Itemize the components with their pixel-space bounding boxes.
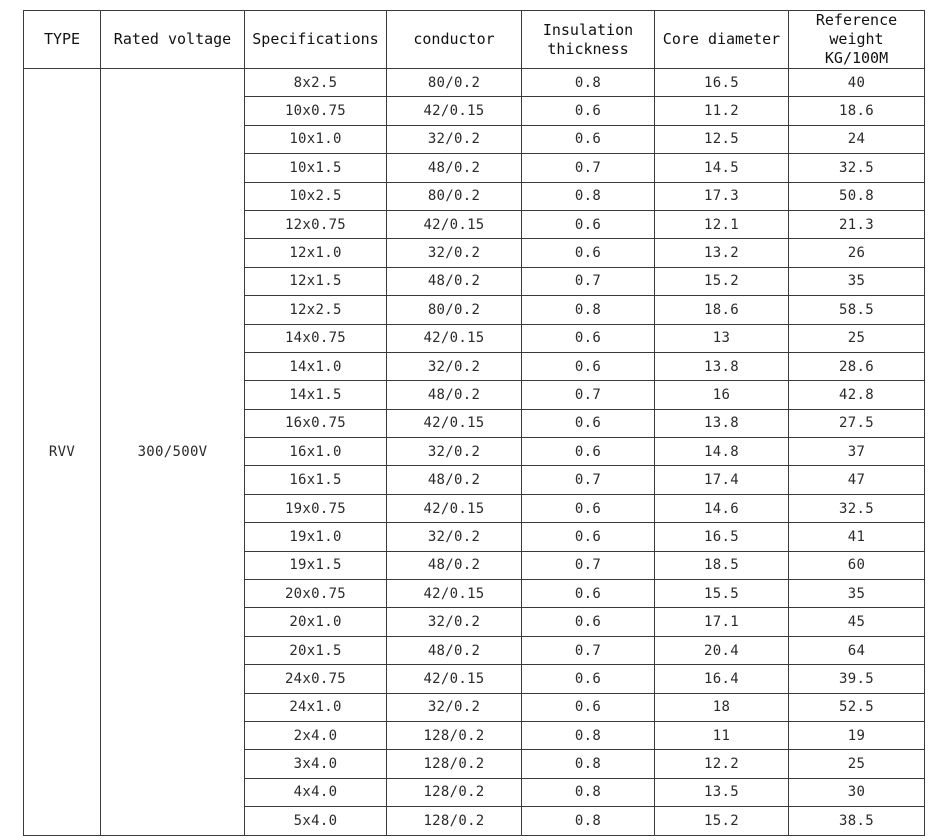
cell-core-diameter: 13.2 — [655, 239, 789, 267]
cell-insulation-thickness: 0.6 — [522, 125, 655, 153]
cell-insulation-thickness: 0.6 — [522, 352, 655, 380]
cell-conductor: 42/0.15 — [387, 324, 522, 352]
cell-reference-weight: 21.3 — [789, 210, 925, 238]
cell-conductor: 48/0.2 — [387, 551, 522, 579]
table-header — [24, 11, 925, 69]
cell-reference-weight: 28.6 — [789, 352, 925, 380]
cell-insulation-thickness: 0.6 — [522, 239, 655, 267]
header-insulation-line2: thickness — [547, 39, 629, 58]
cell-reference-weight: 18.6 — [789, 97, 925, 125]
cell-core-diameter: 17.3 — [655, 182, 789, 210]
cell-reference-weight: 30 — [789, 778, 925, 806]
cell-specification: 10x2.5 — [245, 182, 387, 210]
cell-insulation-thickness: 0.7 — [522, 381, 655, 409]
cell-conductor: 32/0.2 — [387, 693, 522, 721]
cell-core-diameter: 12.5 — [655, 125, 789, 153]
cell-insulation-thickness: 0.6 — [522, 523, 655, 551]
cell-insulation-thickness: 0.8 — [522, 296, 655, 324]
cell-reference-weight: 19 — [789, 721, 925, 749]
cell-specification: 16x0.75 — [245, 409, 387, 437]
cell-conductor: 42/0.15 — [387, 409, 522, 437]
cell-core-diameter: 14.5 — [655, 154, 789, 182]
cell-insulation-thickness: 0.6 — [522, 210, 655, 238]
cell-insulation-thickness: 0.6 — [522, 324, 655, 352]
cell-reference-weight: 39.5 — [789, 665, 925, 693]
cell-reference-weight: 26 — [789, 239, 925, 267]
cell-reference-weight: 32.5 — [789, 154, 925, 182]
cell-reference-weight: 37 — [789, 438, 925, 466]
cell-insulation-thickness: 0.7 — [522, 267, 655, 295]
header-insulation-line1: Insulation — [542, 20, 634, 39]
cell-insulation-thickness: 0.7 — [522, 466, 655, 494]
cell-conductor: 128/0.2 — [387, 750, 522, 778]
cell-conductor: 32/0.2 — [387, 352, 522, 380]
cell-reference-weight: 35 — [789, 267, 925, 295]
cell-type: RVV — [24, 69, 101, 836]
cell-reference-weight: 58.5 — [789, 296, 925, 324]
cell-specification: 14x0.75 — [245, 324, 387, 352]
cell-specification: 20x1.5 — [245, 636, 387, 664]
cell-conductor: 80/0.2 — [387, 69, 522, 97]
cell-specification: 12x1.5 — [245, 267, 387, 295]
cell-specification: 12x1.0 — [245, 239, 387, 267]
cell-specification: 10x1.5 — [245, 154, 387, 182]
cell-reference-weight: 35 — [789, 580, 925, 608]
cell-core-diameter: 15.2 — [655, 807, 789, 835]
cell-specification: 14x1.5 — [245, 381, 387, 409]
cell-core-diameter: 17.1 — [655, 608, 789, 636]
cell-insulation-thickness: 0.6 — [522, 580, 655, 608]
cell-rated-voltage: 300/500V — [101, 69, 245, 836]
cell-conductor: 48/0.2 — [387, 466, 522, 494]
cell-conductor: 42/0.15 — [387, 665, 522, 693]
cell-reference-weight: 25 — [789, 324, 925, 352]
cell-reference-weight: 40 — [789, 69, 925, 97]
cable-spec-table — [23, 10, 925, 836]
cell-conductor: 48/0.2 — [387, 267, 522, 295]
cell-specification: 24x0.75 — [245, 665, 387, 693]
cell-conductor: 32/0.2 — [387, 239, 522, 267]
cell-insulation-thickness: 0.6 — [522, 409, 655, 437]
cell-conductor: 128/0.2 — [387, 807, 522, 835]
cell-conductor: 32/0.2 — [387, 523, 522, 551]
cell-specification: 3x4.0 — [245, 750, 387, 778]
cell-reference-weight: 52.5 — [789, 693, 925, 721]
cell-insulation-thickness: 0.6 — [522, 438, 655, 466]
cell-core-diameter: 13.8 — [655, 409, 789, 437]
cell-insulation-thickness: 0.8 — [522, 182, 655, 210]
cell-core-diameter: 14.6 — [655, 494, 789, 522]
cell-reference-weight: 41 — [789, 523, 925, 551]
cell-reference-weight: 24 — [789, 125, 925, 153]
cell-core-diameter: 18.5 — [655, 551, 789, 579]
cell-core-diameter: 16.4 — [655, 665, 789, 693]
table-row — [24, 69, 925, 97]
cell-insulation-thickness: 0.8 — [522, 721, 655, 749]
header-row — [24, 11, 925, 69]
cell-insulation-thickness: 0.6 — [522, 665, 655, 693]
cell-specification: 16x1.5 — [245, 466, 387, 494]
cell-core-diameter: 18 — [655, 693, 789, 721]
cell-insulation-thickness: 0.8 — [522, 807, 655, 835]
cell-specification: 19x1.5 — [245, 551, 387, 579]
cell-insulation-thickness: 0.8 — [522, 750, 655, 778]
cell-specification: 4x4.0 — [245, 778, 387, 806]
cell-conductor: 42/0.15 — [387, 494, 522, 522]
cell-reference-weight: 32.5 — [789, 494, 925, 522]
cell-conductor: 32/0.2 — [387, 438, 522, 466]
cell-conductor: 48/0.2 — [387, 154, 522, 182]
cell-specification: 5x4.0 — [245, 807, 387, 835]
cell-reference-weight: 64 — [789, 636, 925, 664]
cell-specification: 16x1.0 — [245, 438, 387, 466]
cell-reference-weight: 45 — [789, 608, 925, 636]
cell-core-diameter: 18.6 — [655, 296, 789, 324]
cell-reference-weight: 60 — [789, 551, 925, 579]
cell-reference-weight: 42.8 — [789, 381, 925, 409]
cell-core-diameter: 11 — [655, 721, 789, 749]
header-type: TYPE — [24, 11, 101, 69]
cell-conductor: 128/0.2 — [387, 778, 522, 806]
cell-conductor: 42/0.15 — [387, 210, 522, 238]
header-rated-voltage: Rated voltage — [101, 11, 245, 69]
cell-core-diameter: 11.2 — [655, 97, 789, 125]
cell-specification: 12x0.75 — [245, 210, 387, 238]
cell-specification: 19x0.75 — [245, 494, 387, 522]
header-reference-weight — [789, 11, 925, 69]
cell-core-diameter: 17.4 — [655, 466, 789, 494]
cell-insulation-thickness: 0.6 — [522, 97, 655, 125]
cell-insulation-thickness: 0.6 — [522, 608, 655, 636]
cell-insulation-thickness: 0.6 — [522, 494, 655, 522]
cell-conductor: 128/0.2 — [387, 721, 522, 749]
cell-core-diameter: 15.5 — [655, 580, 789, 608]
cell-reference-weight: 50.8 — [789, 182, 925, 210]
cell-reference-weight: 38.5 — [789, 807, 925, 835]
cell-reference-weight: 47 — [789, 466, 925, 494]
cell-insulation-thickness: 0.6 — [522, 693, 655, 721]
header-insulation-thickness — [522, 11, 655, 69]
cell-conductor: 48/0.2 — [387, 636, 522, 664]
cell-insulation-thickness: 0.7 — [522, 154, 655, 182]
table-body — [24, 69, 925, 836]
cell-core-diameter: 14.8 — [655, 438, 789, 466]
cell-insulation-thickness: 0.7 — [522, 551, 655, 579]
cell-core-diameter: 16.5 — [655, 523, 789, 551]
cell-insulation-thickness: 0.8 — [522, 69, 655, 97]
header-weight-line2: KG/100M — [824, 49, 889, 67]
cell-specification: 20x1.0 — [245, 608, 387, 636]
cell-core-diameter: 20.4 — [655, 636, 789, 664]
cell-core-diameter: 13 — [655, 324, 789, 352]
cell-core-diameter: 13.5 — [655, 778, 789, 806]
cell-core-diameter: 16.5 — [655, 69, 789, 97]
cell-specification: 2x4.0 — [245, 721, 387, 749]
cell-conductor: 80/0.2 — [387, 296, 522, 324]
cell-conductor: 42/0.15 — [387, 97, 522, 125]
cell-conductor: 32/0.2 — [387, 608, 522, 636]
header-specifications: Specifications — [245, 11, 387, 69]
cell-insulation-thickness: 0.8 — [522, 778, 655, 806]
cell-specification: 14x1.0 — [245, 352, 387, 380]
cell-core-diameter: 12.2 — [655, 750, 789, 778]
cell-reference-weight: 27.5 — [789, 409, 925, 437]
cell-conductor: 42/0.15 — [387, 580, 522, 608]
cell-conductor: 48/0.2 — [387, 381, 522, 409]
cell-core-diameter: 13.8 — [655, 352, 789, 380]
cell-reference-weight: 25 — [789, 750, 925, 778]
cell-specification: 12x2.5 — [245, 296, 387, 324]
cell-specification: 10x0.75 — [245, 97, 387, 125]
cell-conductor: 32/0.2 — [387, 125, 522, 153]
cell-specification: 24x1.0 — [245, 693, 387, 721]
cell-insulation-thickness: 0.7 — [522, 636, 655, 664]
header-core-diameter: Core diameter — [655, 11, 789, 69]
cell-core-diameter: 16 — [655, 381, 789, 409]
cell-core-diameter: 15.2 — [655, 267, 789, 295]
cell-specification: 19x1.0 — [245, 523, 387, 551]
header-conductor: conductor — [387, 11, 522, 69]
header-weight-line1: Reference weight — [815, 11, 898, 48]
cell-conductor: 80/0.2 — [387, 182, 522, 210]
cell-specification: 8x2.5 — [245, 69, 387, 97]
cell-core-diameter: 12.1 — [655, 210, 789, 238]
cell-specification: 10x1.0 — [245, 125, 387, 153]
cell-specification: 20x0.75 — [245, 580, 387, 608]
